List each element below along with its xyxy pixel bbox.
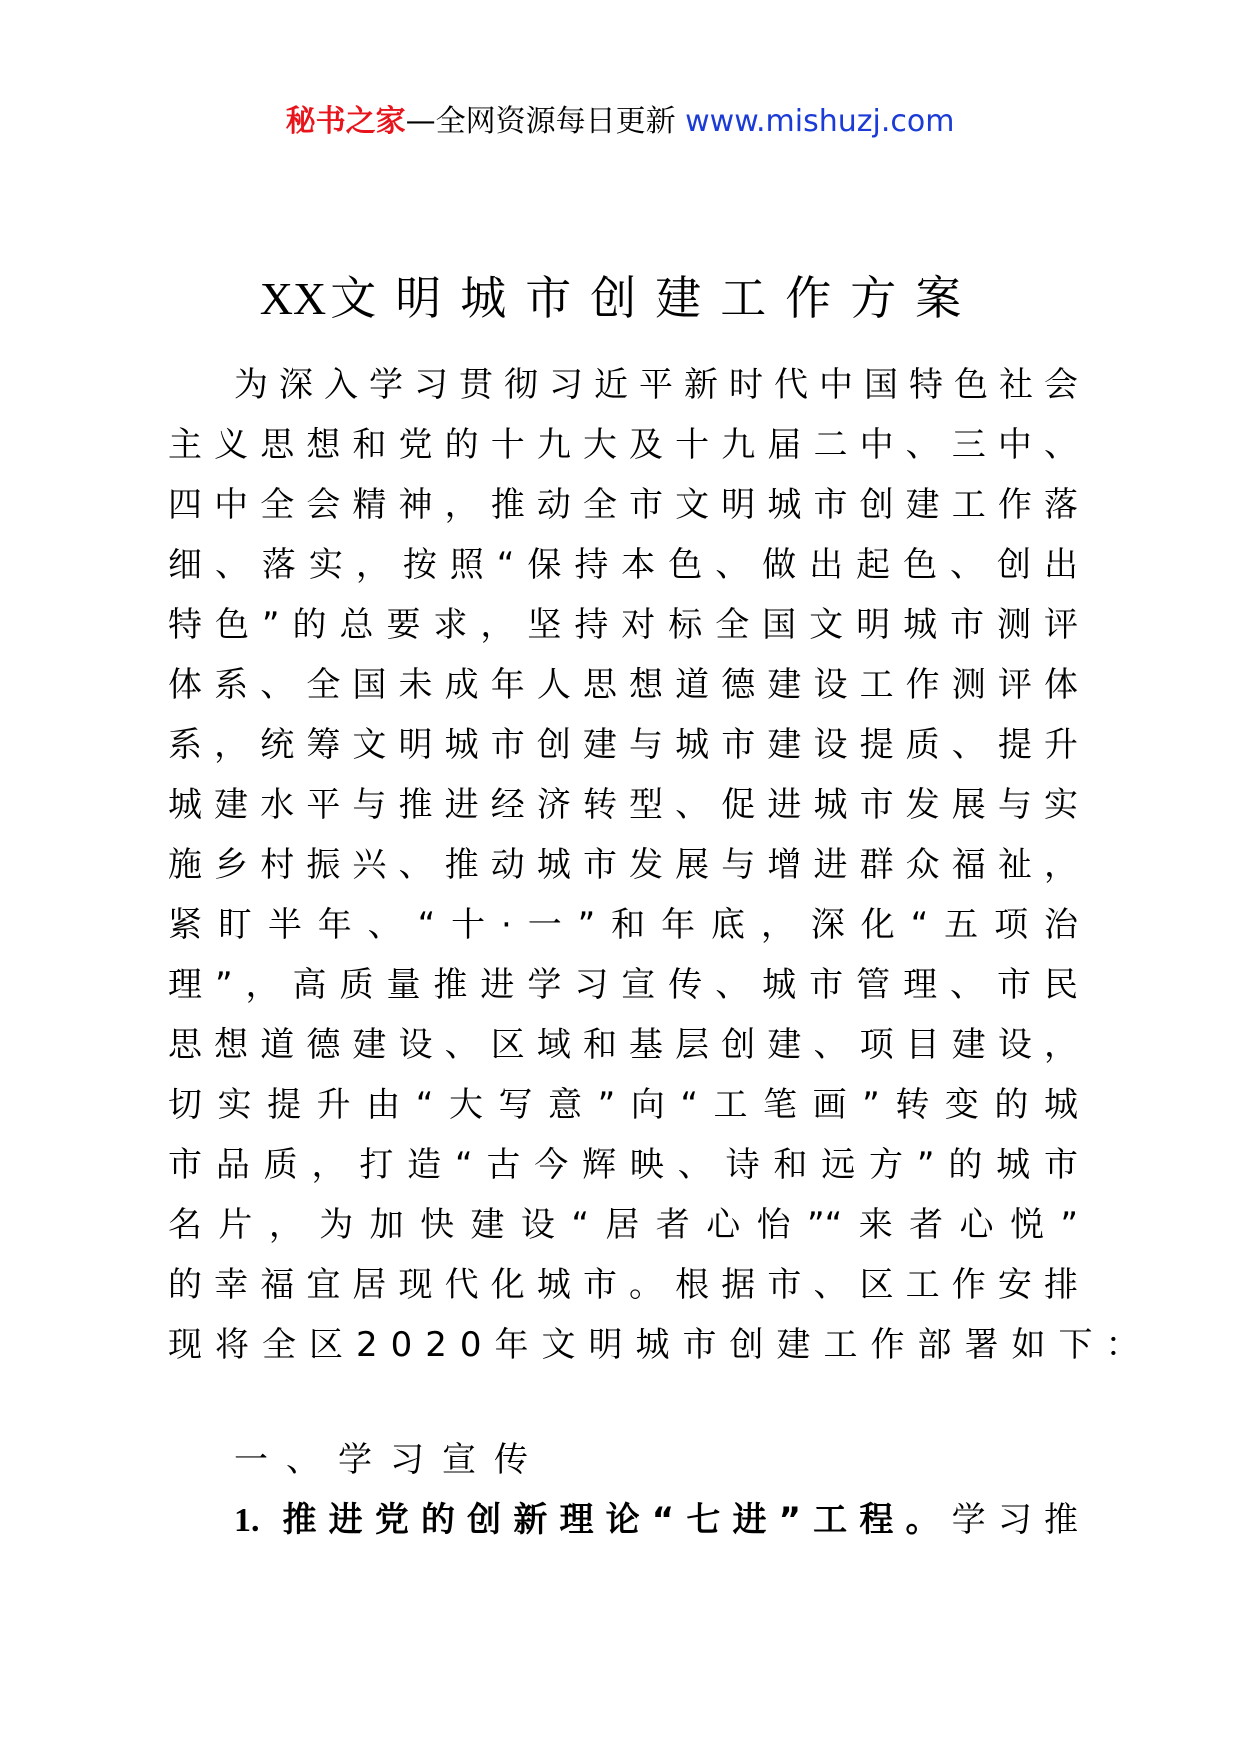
item-number: 1.	[234, 1502, 260, 1539]
paragraph-line: 理”，高质量推进学习宣传、城市管理、市民	[168, 965, 1078, 1005]
paragraph-line: 城建水平与推进经济转型、促进城市发展与实	[168, 785, 1078, 825]
paragraph-line: 名片，为加快建设“居者心怡”“来者心悦”	[168, 1205, 1078, 1245]
paragraph-line: 的幸福宜居现代化城市。根据市、区工作安排	[168, 1265, 1078, 1305]
paragraph-line: 四中全会精神，推动全市文明城市创建工作落	[168, 485, 1078, 525]
site-header	[0, 100, 1240, 144]
paragraph-line: 市品质，打造“古今辉映、诗和远方”的城市	[168, 1145, 1078, 1185]
section-heading: 一、学习宣传	[234, 1440, 546, 1480]
paragraph-line: 现将全区2020年文明城市创建工作部署如下：	[168, 1325, 1153, 1365]
item-heading: 推进党的创新理论“七进”工程。	[282, 1500, 952, 1540]
title-main: 文明城市创建工作方案	[330, 271, 981, 325]
paragraph-line: 为深入学习贯彻习近平新时代中国特色社会	[234, 365, 1078, 405]
site-url-link[interactable]: www.mishuzj.com	[685, 104, 955, 139]
document-title	[0, 268, 1240, 329]
paragraph-line: 特色”的总要求，坚持对标全国文明城市测评	[168, 605, 1078, 645]
header-tagline: —全网资源每日更新	[405, 104, 676, 139]
intro-paragraph	[168, 355, 1153, 1375]
paragraph-line: 主义思想和党的十九大及十九届二中、三中、	[168, 425, 1078, 465]
title-prefix: XX	[259, 273, 327, 324]
paragraph-line: 思想道德建设、区域和基层创建、项目建设，	[168, 1025, 1078, 1065]
item-text: 学习推	[951, 1500, 1079, 1540]
paragraph-line: 施乡村振兴、推动城市发展与增进群众福祉，	[168, 845, 1078, 885]
paragraph-line: 系，统筹文明城市创建与城市建设提质、提升	[168, 725, 1078, 765]
paragraph-line: 紧盯半年、“十·一”和年底，深化“五项治	[168, 905, 1078, 945]
paragraph-line: 细、落实，按照“保持本色、做出起色、创出	[168, 545, 1078, 585]
list-item	[234, 1490, 1078, 1551]
paragraph-line: 切实提升由“大写意”向“工笔画”转变的城	[168, 1085, 1078, 1125]
brand-name: 秘书之家	[285, 104, 406, 139]
paragraph-line: 体系、全国未成年人思想道德建设工作测评体	[168, 665, 1078, 705]
